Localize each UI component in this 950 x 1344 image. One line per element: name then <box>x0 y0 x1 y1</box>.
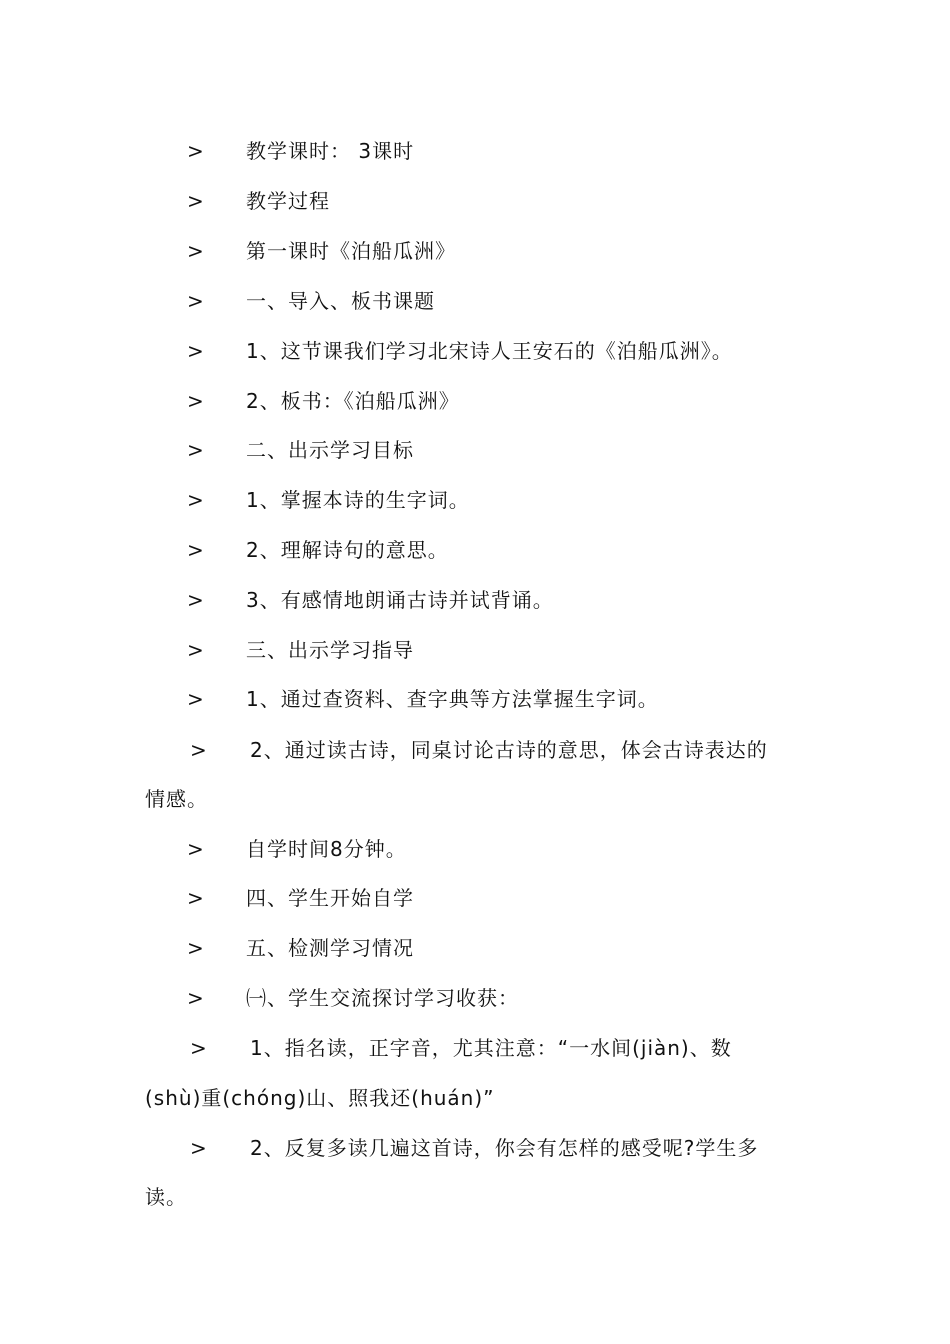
bullet-icon: > <box>187 139 204 163</box>
bullet-icon: > <box>187 638 204 662</box>
line-text: 2、板书：《泊船瓜洲》 <box>246 389 460 413</box>
bullet-icon: > <box>187 189 204 213</box>
bullet-icon: > <box>187 438 204 462</box>
bullet-icon: > <box>187 687 204 711</box>
bullet-icon: > <box>187 986 204 1010</box>
bullet-icon: > <box>187 886 204 910</box>
line-text: 四、学生开始自学 <box>246 886 414 910</box>
line-text: 1、掌握本诗的生字词。 <box>246 488 470 512</box>
bullet-icon: > <box>187 936 204 960</box>
bullet-icon: > <box>187 588 204 612</box>
bullet-icon: > <box>187 488 204 512</box>
bullet-icon: > <box>187 289 204 313</box>
bullet-icon: > <box>187 239 204 263</box>
line-text: 1、指名读，正字音，尤其注意：“一水间(jiàn)、数 <box>250 1036 732 1060</box>
line-text: 1、这节课我们学习北宋诗人王安石的《泊船瓜洲》。 <box>246 339 733 363</box>
bullet-icon: > <box>187 538 204 562</box>
line-text: 2、反复多读几遍这首诗，你会有怎样的感受呢?学生多 <box>250 1136 759 1160</box>
line-text: 二、出示学习目标 <box>246 438 414 462</box>
line-text: 自学时间8分钟。 <box>246 837 407 861</box>
bullet-icon: > <box>187 339 204 363</box>
bullet-icon: > <box>190 1036 207 1060</box>
line-text: 第一课时《泊船瓜洲》 <box>246 239 456 263</box>
line-continuation: 读。 <box>145 1185 187 1209</box>
bullet-icon: > <box>190 738 207 762</box>
line-text: 3、有感情地朗诵古诗并试背诵。 <box>246 588 554 612</box>
line-continuation: 情感。 <box>145 787 208 811</box>
line-text: 教学课时： 3课时 <box>246 139 415 163</box>
line-text: 一、导入、板书课题 <box>246 289 435 313</box>
line-text: 五、检测学习情况 <box>246 936 414 960</box>
bullet-icon: > <box>187 837 204 861</box>
line-text: 2、理解诗句的意思。 <box>246 538 449 562</box>
line-text: ㈠、学生交流探讨学习收获： <box>246 986 519 1010</box>
bullet-icon: > <box>190 1136 207 1160</box>
bullet-icon: > <box>187 389 204 413</box>
line-text: 1、通过查资料、查字典等方法掌握生字词。 <box>246 687 659 711</box>
line-continuation: (shù)重(chóng)山、照我还(huán)” <box>145 1086 495 1110</box>
line-text: 2、通过读古诗，同桌讨论古诗的意思，体会古诗表达的 <box>250 738 768 762</box>
line-text: 教学过程 <box>246 189 330 213</box>
line-text: 三、出示学习指导 <box>246 638 414 662</box>
